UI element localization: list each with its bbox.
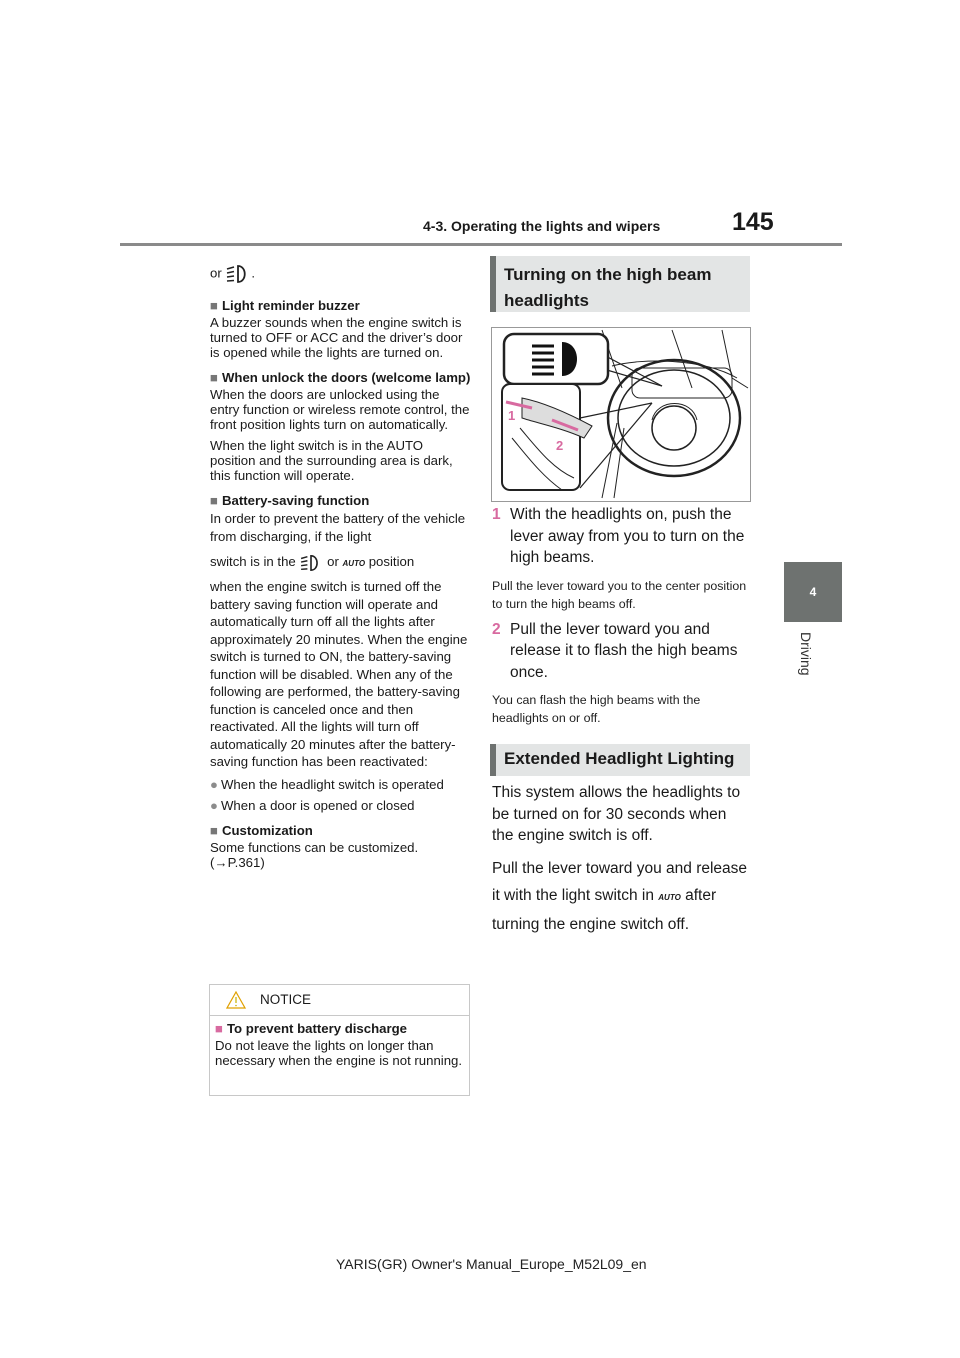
intro-line: or .	[210, 264, 472, 284]
step-1-note: Pull the lever toward you to the center position to turn the high beams off.	[492, 578, 747, 611]
notice-body: Do not leave the lights on longer than necessary when the engine is not running.	[215, 1038, 463, 1068]
list-item: ● When the headlight switch is operated	[210, 776, 444, 792]
notice-heading: ■ To prevent battery discharge	[215, 1021, 408, 1036]
welcome-heading: ■ When unlock the doors (welcome lamp)	[210, 370, 471, 385]
chapter-label: Driving	[798, 632, 814, 676]
notice-box	[209, 984, 470, 1096]
footer: YARIS(GR) Owner's Manual_Europe_M52L09_en	[336, 1256, 647, 1272]
battery-body-c: when the engine switch is turned off the battery saving function will operate and automatically turn off all the lights after approximately 20 minutes. When the engine switch is turned to ON, the battery-saving function will be disabled. When any of the following are performed, the battery-saving function is canceled once and then reactivated. All the lights will turn off automatically 20 minutes after the battery-saving function has been reactivated:	[210, 579, 468, 769]
notice-label: NOTICE	[260, 992, 312, 1007]
welcome-body-2: When the light switch is in the AUTO position and the surrounding area is dark, this function will operate.	[210, 438, 453, 483]
callout-1: 1	[508, 408, 516, 423]
callout-2: 2	[556, 438, 564, 453]
step-2: 2 Pull the lever toward you and release it to flash the high beams once.	[492, 620, 738, 681]
step-1: 1 With the headlights on, push the lever away from you to turn on the high beams.	[492, 506, 745, 566]
chapter-tab	[784, 562, 842, 622]
auto-icon: AUTO	[658, 892, 681, 902]
welcome-body-1: When the doors are unlocked using the entry function or wireless remote control, the front position lights turn on automatically.	[210, 387, 470, 432]
list-item: ● When a door is opened or closed	[210, 797, 415, 813]
header-rule	[120, 243, 842, 246]
left-column	[210, 264, 472, 876]
warning-icon	[226, 991, 246, 1009]
steering-lever-illustration	[491, 327, 751, 502]
chapter-number: 4	[809, 585, 817, 599]
customization-body: Some functions can be customized. (→P.361)	[210, 839, 419, 870]
light-reminder-body: A buzzer sounds when the engine switch is turned to OFF or ACC and the driver’s door is opened while the lights are turned on.	[210, 315, 463, 360]
headlight-icon	[299, 554, 323, 572]
auto-icon: AUTO	[342, 559, 366, 568]
extended-body-1: This system allows the headlights to be turned on for 30 seconds when the engine switch is off.	[492, 784, 741, 844]
extended-body	[492, 782, 748, 938]
high-beam-steps	[492, 504, 752, 727]
steering-wheel-image	[492, 328, 750, 501]
light-reminder-heading: ■ Light reminder buzzer	[210, 298, 360, 313]
step-2-note: You can flash the high beams with the headlights on or off.	[492, 693, 701, 725]
battery-body-b: switch is in the or AUTO position	[210, 552, 472, 574]
extended-body-2: Pull the lever toward you and release it with the light switch in AUTO after turning the engine switch off.	[492, 859, 748, 933]
customization-heading: ■ Customization	[210, 822, 313, 838]
extended-heading: Extended Headlight Lighting	[490, 744, 750, 776]
page-number: 145	[732, 208, 774, 236]
headlight-icon	[225, 264, 251, 284]
high-beam-heading: Turning on the high beam headlights	[490, 256, 750, 312]
battery-body-a: In order to prevent the battery of the vehicle from discharging, if the light	[210, 511, 466, 544]
section-title: 4-3. Operating the lights and wipers	[423, 218, 661, 234]
battery-heading: ■ Battery-saving function	[210, 493, 370, 508]
